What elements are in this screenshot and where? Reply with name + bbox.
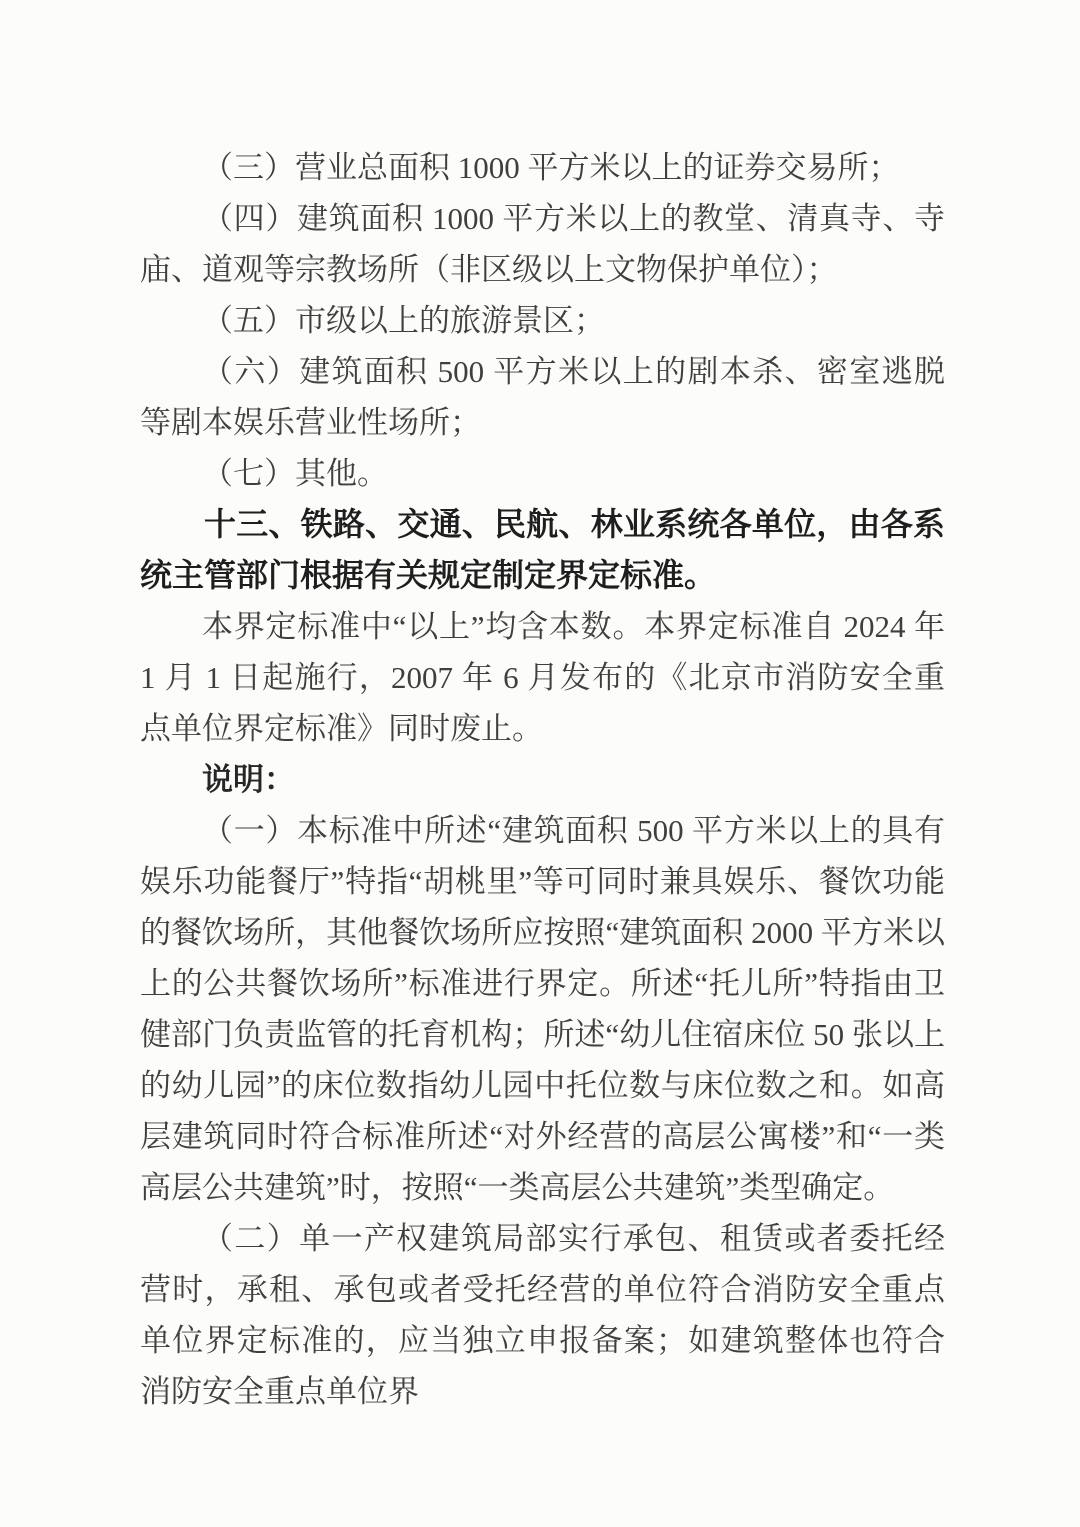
body-paragraph: （三）营业总面积 1000 平方米以上的证券交易所； [202, 150, 900, 185]
body-paragraph: （六）建筑面积 500 平方米以上的剧本杀、密室逃脱等剧本娱乐营业性场所； [140, 354, 945, 440]
document-body [140, 142, 945, 1417]
body-paragraph: （四）建筑面积 1000 平方米以上的教堂、清真寺、寺庙、道观等宗教场所（非区级以上文物保护单位）； [140, 201, 945, 287]
body-paragraph: （七）其他。 [202, 456, 388, 491]
body-paragraph: 本界定标准中“以上”均含本数。本界定标准自 2024 年 1 月 1 日起施行，2007 年 6 月发布的《北京市消防安全重点单位界定标准》同时废止。 [140, 609, 945, 746]
section-heading-paragraph: 十三、铁路、交通、民航、林业系统各单位，由各系统主管部门根据有关规定制定界定标准。 [140, 506, 945, 593]
body-paragraph: （五）市级以上的旅游景区； [202, 303, 605, 338]
body-paragraph: （二）单一产权建筑局部实行承包、租赁或者委托经营时，承租、承包或者受托经营的单位符合消防安全重点单位界定标准的，应当独立申报备案；如建筑整体也符合消防安全重点单位界 [140, 1221, 945, 1409]
notes-label: 说明： [202, 762, 295, 797]
body-paragraph: （一）本标准中所述“建筑面积 500 平方米以上的具有娱乐功能餐厅”特指“胡桃里”等可同时兼具娱乐、餐饮功能的餐饮场所，其他餐饮场所应按照“建筑面积 2000 平方米以上的公共餐饮场所”标准进行界定。所述“托儿所”特指由卫健部门负责监管的托育机构；所述“幼儿住宿床位 50 张以上的幼儿园”的床位数指幼儿园中托位数与床位数之和。如高层建筑同时符合标准所述“对外经营的高层公寓楼”和“一类高层公共建筑”时，按照“一类高层公共建筑”类型确定。 [140, 813, 945, 1205]
